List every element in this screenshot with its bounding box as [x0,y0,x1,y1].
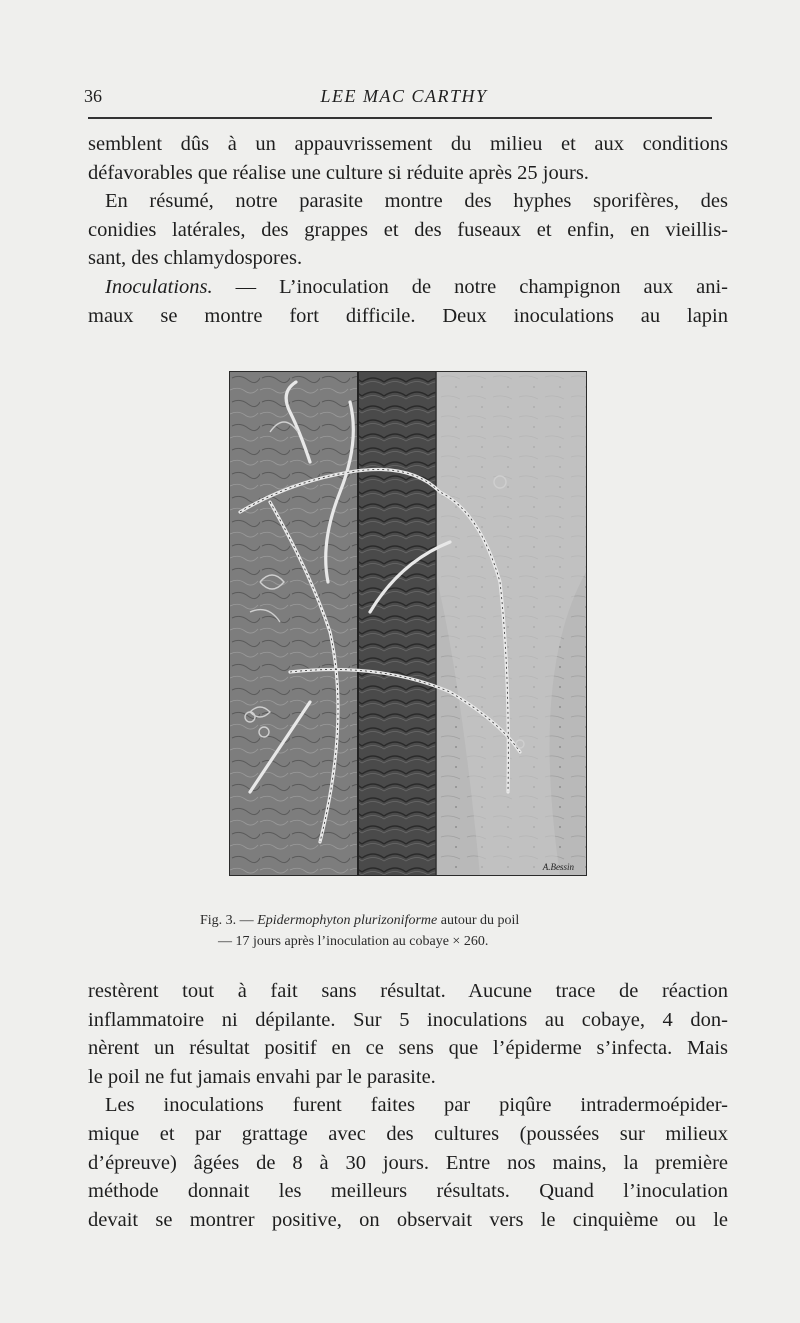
header-rule [88,117,712,119]
caption-species: Epidermophyton plurizoniforme [257,913,438,928]
text-line [88,273,728,302]
text-block-bottom [88,977,728,1234]
caption-label: Fig. 3. — [200,913,258,928]
text-line: le poil ne fut jamais envahi par le parasite. [88,1065,436,1088]
text-line: inflammatoire ni dépilante. Sur 5 inoculations au cobaye, 4 don- [88,1008,728,1031]
caption-text: autour du poil [437,913,520,928]
page-header [84,86,724,112]
caption-line [200,910,519,931]
text-line: d’épreuve) âgées de 8 à 30 jours. Entre nos mains, la première [88,1151,728,1174]
running-head: LEE MAC CARTHY [320,86,488,106]
text-line: défavorables que réalise une culture si réduite après 25 jours. [88,161,589,184]
text-line: devait se montrer positive, on observait vers le cinquième ou le [88,1208,728,1231]
caption-line: — 17 jours après l’inoculation au cobaye × 260. [218,934,489,949]
text-line: mique et par grattage avec des cultures (poussées sur milieux [88,1122,728,1145]
text-line: nèrent un résultat positif en ce sens que l’épiderme s’infecta. Mais [88,1037,728,1060]
text-run: — L’inoculation de notre champignon aux ani- [212,275,728,298]
page-number: 36 [84,86,102,106]
text-line: restèrent tout à fait sans résultat. Aucune trace de réaction [88,980,728,1002]
section-heading-inoculations: Inoculations. [105,275,213,298]
text-line: Les inoculations furent faites par piqûre intradermoépider- [105,1094,728,1117]
text-line: semblent dûs à un appauvrissement du milieu et aux conditions [88,133,728,155]
micrograph-figure [229,371,587,876]
text-line: En résumé, notre parasite montre des hyphes sporifères, des [105,190,728,213]
text-line: conidies latérales, des grappes et des fuseaux et enfin, en vieillis- [88,218,728,241]
text-line: sant, des chlamydospores. [88,247,303,270]
text-line: maux se montre fort difficile. Deux inoculations au lapin [88,304,728,327]
hair-micrograph-illustration [230,372,586,875]
text-line: méthode donnait les meilleurs résultats. Quand l’inoculation [88,1180,728,1203]
figure-signature: A.Bessin [542,862,574,872]
text-block-top [88,130,728,330]
